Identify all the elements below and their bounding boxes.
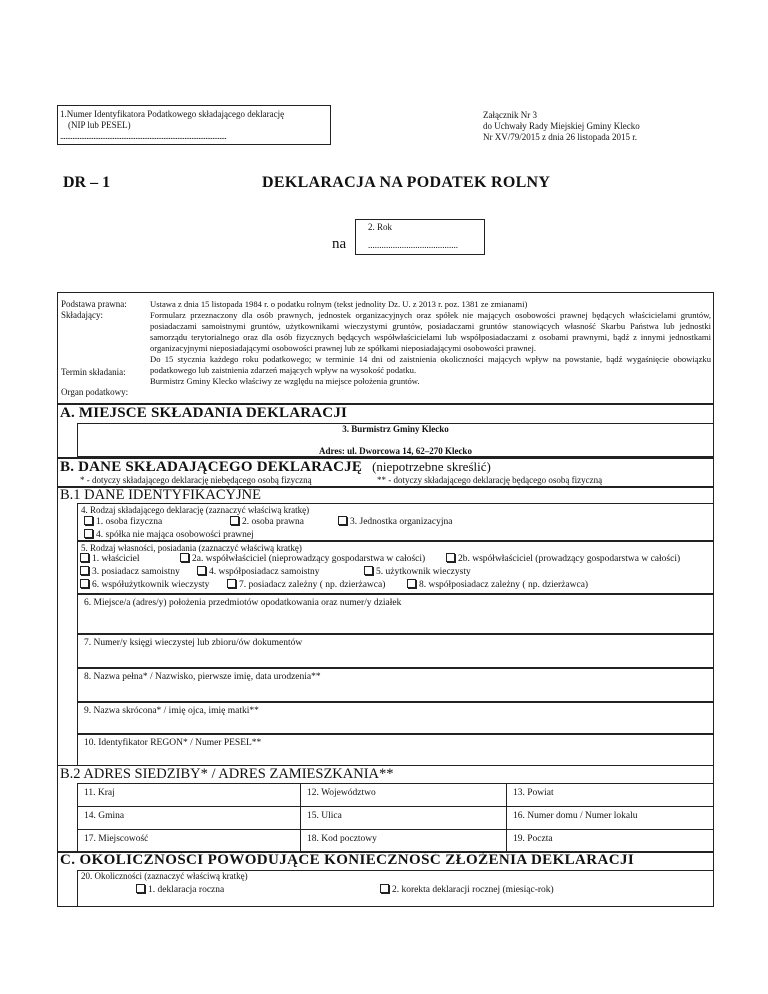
- filer-text: Formularz przeznaczony dla osób prawnych, jednostek organizacyjnych oraz spółek nie mających osobowości prawnej będących właścicielami gruntów, posiadaczami samoistnymi gruntów, użytkownikami wieczystymi gruntów, posiadaczami gruntów stanowiących własność Skarbu Państwa lub jednostki samorządu terytorialnego oraz dla osób fizycznych będących współwłaścicielami lub współposiadaczami z osobami prawnymi, bądź z innymi jednostkami organizacyjnymi nieposiadającymi osobowości prawnej lub ze spółkami nieposiadającymi osobowości prawnej.: [150, 310, 711, 353]
- cell-street[interactable]: [300, 806, 507, 830]
- cell-label: 14. Gmina: [84, 811, 125, 821]
- field-9-label: 9. Nazwa skrócona* / imię ojca, imię matki**: [84, 706, 259, 716]
- field-10-regon-pesel[interactable]: [77, 734, 714, 766]
- annex-line-3: Nr XV/79/2015 z dnia 26 listopada 2015 r.: [483, 132, 637, 142]
- option-label: 4. spółka nie mająca osobowości prawnej: [96, 530, 254, 540]
- option-5-2a[interactable]: [180, 553, 425, 564]
- option-4-2[interactable]: [230, 516, 304, 527]
- option-label: 4. współposiadacz samoistny: [209, 567, 320, 577]
- checkbox[interactable]: [180, 553, 189, 562]
- office-address: Adres: ul. Dworcowa 14, 62–270 Klecko: [319, 446, 472, 456]
- option-label: 2. korekta deklaracji rocznej (miesiąc-rok): [392, 885, 554, 895]
- option-label: 5. użytkownik wieczysty: [376, 567, 471, 577]
- field-6-label: 6. Miejsce/a (adres/y) położenia przedmiotów opodatkowania oraz numer/y działek: [84, 598, 402, 608]
- filer-label: Składający:: [61, 310, 103, 320]
- option-c-1[interactable]: [136, 884, 224, 895]
- cell-country[interactable]: [77, 783, 301, 807]
- option-label: 1. osoba fizyczna: [96, 517, 163, 527]
- section-b-box: [57, 457, 714, 488]
- option-5-5[interactable]: [364, 566, 471, 577]
- nip-input-dots[interactable]: ...............................................................................................: [60, 131, 227, 141]
- basis-text: Ustawa z dnia 15 listopada 1984 r. o podatku rolnym (tekst jednolity Dz. U. z 2013 r. poz. 1381 ze zmianami): [150, 299, 528, 309]
- checkbox[interactable]: [227, 579, 236, 588]
- cell-label: 15. Ulica: [307, 811, 342, 821]
- field-20-label: 20. Okoliczności (zaznaczyć właściwą kratkę): [81, 871, 248, 881]
- option-label: 2a. współwłaściciel (nieprowadzący gospodarstwa w całości): [192, 554, 426, 564]
- option-4-1[interactable]: [84, 516, 162, 527]
- cell-label: 19. Poczta: [513, 834, 553, 844]
- page-title: DEKLARACJA NA PODATEK ROLNY: [262, 174, 551, 191]
- nip-sublabel: (NIP lub PESEL): [68, 120, 131, 130]
- field-4-label: 4. Rodzaj składającego deklarację (zaznaczyć właściwą kratkę): [81, 505, 310, 515]
- cell-label: 18. Kod pocztowy: [307, 834, 377, 844]
- organ-text: Burmistrz Gminy Klecko właściwy ze względu na miejsce położenia gruntów.: [150, 376, 420, 386]
- section-b-note: (niepotrzebne skreślić): [372, 459, 491, 474]
- checkbox[interactable]: [446, 553, 455, 562]
- form-code: DR – 1: [63, 174, 111, 191]
- year-field[interactable]: [355, 219, 485, 255]
- option-5-1[interactable]: [80, 553, 139, 564]
- field-8-full-name[interactable]: [77, 668, 714, 702]
- deadline-label: Termin składania:: [61, 367, 126, 377]
- cell-label: 13. Powiat: [513, 788, 554, 798]
- option-4-3[interactable]: [338, 516, 452, 527]
- option-c-2[interactable]: [380, 884, 554, 895]
- cell-locality[interactable]: [77, 829, 301, 853]
- year-dots: ........................................: [368, 240, 458, 250]
- section-b1-title: B.1 DANE IDENTYFIKACYJNE: [60, 487, 261, 503]
- option-5-2b[interactable]: [446, 553, 680, 564]
- basis-label: Podstawa prawna:: [61, 299, 127, 309]
- cell-voivodeship[interactable]: [300, 783, 507, 807]
- checkbox[interactable]: [80, 566, 89, 575]
- section-b-note-right: ** - dotyczy składającego deklarację będącego osobą fizyczną: [377, 475, 603, 485]
- nip-label: 1.Numer Identyfikatora Podatkowego składającego deklarację: [60, 109, 285, 119]
- section-b-title: B. DANE SKŁADAJĄCEGO DEKLARACJĘ: [60, 459, 363, 475]
- option-5-8[interactable]: [407, 579, 588, 590]
- checkbox[interactable]: [230, 516, 239, 525]
- option-4-4[interactable]: [84, 529, 254, 540]
- checkbox[interactable]: [84, 529, 93, 538]
- section-b-note-left: * - dotyczy składającego deklarację niebędącego osobą fizyczną: [80, 475, 312, 485]
- section-a-title: A. MIEJSCE SKŁADANIA DEKLARACJI: [60, 405, 348, 421]
- section-a-field: [77, 423, 714, 457]
- checkbox[interactable]: [80, 553, 89, 562]
- cell-county[interactable]: [506, 783, 714, 807]
- checkbox[interactable]: [407, 579, 416, 588]
- checkbox[interactable]: [380, 884, 389, 893]
- option-label: 3. posiadacz samoistny: [92, 567, 180, 577]
- field-5-label: 5. Rodzaj własności, posiadania (zaznaczyć właściwą kratkę): [81, 543, 302, 553]
- option-label: 6. współużytkownik wieczysty: [92, 580, 210, 590]
- annex-line-2: do Uchwały Rady Miejskiej Gminy Klecko: [483, 121, 640, 131]
- option-5-4[interactable]: [197, 566, 320, 577]
- field-6-location[interactable]: [77, 594, 714, 634]
- option-label: 1. deklaracja roczna: [148, 885, 225, 895]
- year-prefix: na: [332, 236, 347, 252]
- option-label: 2. osoba prawna: [242, 517, 304, 527]
- option-label: 1. właściciel: [92, 554, 140, 564]
- checkbox[interactable]: [197, 566, 206, 575]
- option-5-6[interactable]: [80, 579, 209, 590]
- field-8-label: 8. Nazwa pełna* / Nazwisko, pierwsze imię, data urodzenia**: [84, 672, 321, 682]
- annex-block: [483, 110, 743, 143]
- field-7-land-registry[interactable]: [77, 634, 714, 668]
- cell-label: 11. Kraj: [84, 788, 115, 798]
- deadline-text: Do 15 stycznia każdego roku podatkowego; w terminie 14 dni od zaistnienia okoliczności mających wpływ na powstanie, bądź wygaśnięcie obowiązku podatkowego lub zaistnienia zdarzeń mających wpływ na wysokość podatku.: [150, 354, 711, 375]
- option-5-7[interactable]: [227, 579, 385, 590]
- field-9-short-name[interactable]: [77, 702, 714, 734]
- option-label: 3. Jednostka organizacyjna: [350, 517, 453, 527]
- field-7-label: 7. Numer/y księgi wieczystej lub zbioru/ów dokumentów: [84, 638, 303, 648]
- checkbox[interactable]: [338, 516, 347, 525]
- cell-commune[interactable]: [77, 806, 301, 830]
- checkbox[interactable]: [364, 566, 373, 575]
- checkbox[interactable]: [80, 579, 89, 588]
- section-b2-title: B.2 ADRES SIEDZIBY* / ADRES ZAMIESZKANIA**: [60, 766, 394, 782]
- cell-house-number[interactable]: [506, 806, 714, 830]
- cell-label: 12. Województwo: [307, 788, 376, 798]
- option-label: 8. współposiadacz zależny ( np. dzierżawca): [419, 580, 589, 590]
- legal-text: [150, 299, 711, 387]
- year-label: 2. Rok: [368, 222, 393, 232]
- nip-box-border: [57, 105, 331, 145]
- option-label: 2b. współwłaściciel (prowadzący gospodarstwa w całości): [458, 554, 681, 564]
- office-label: 3. Burmistrz Gminy Klecko: [342, 424, 449, 434]
- section-c-title: C. OKOLICZNOŚCI POWODUJĄCE KONIECZNOŚĆ ZŁOŻENIA DEKLARACJI: [60, 852, 635, 868]
- cell-label: 16. Numer domu / Numer lokalu: [513, 811, 638, 821]
- cell-post-office[interactable]: [506, 829, 714, 853]
- field-10-label: 10. Identyfikator REGON* / Numer PESEL**: [84, 738, 262, 748]
- option-label: 7. posiadacz zależny ( np. dzierżawca): [239, 580, 386, 590]
- option-5-3[interactable]: [80, 566, 180, 577]
- annex-line-1: Załącznik Nr 3: [483, 110, 537, 120]
- checkbox[interactable]: [84, 516, 93, 525]
- cell-postal-code[interactable]: [300, 829, 507, 853]
- checkbox[interactable]: [136, 884, 145, 893]
- organ-label: Organ podatkowy:: [61, 387, 129, 397]
- cell-label: 17. Miejscowość: [84, 834, 149, 844]
